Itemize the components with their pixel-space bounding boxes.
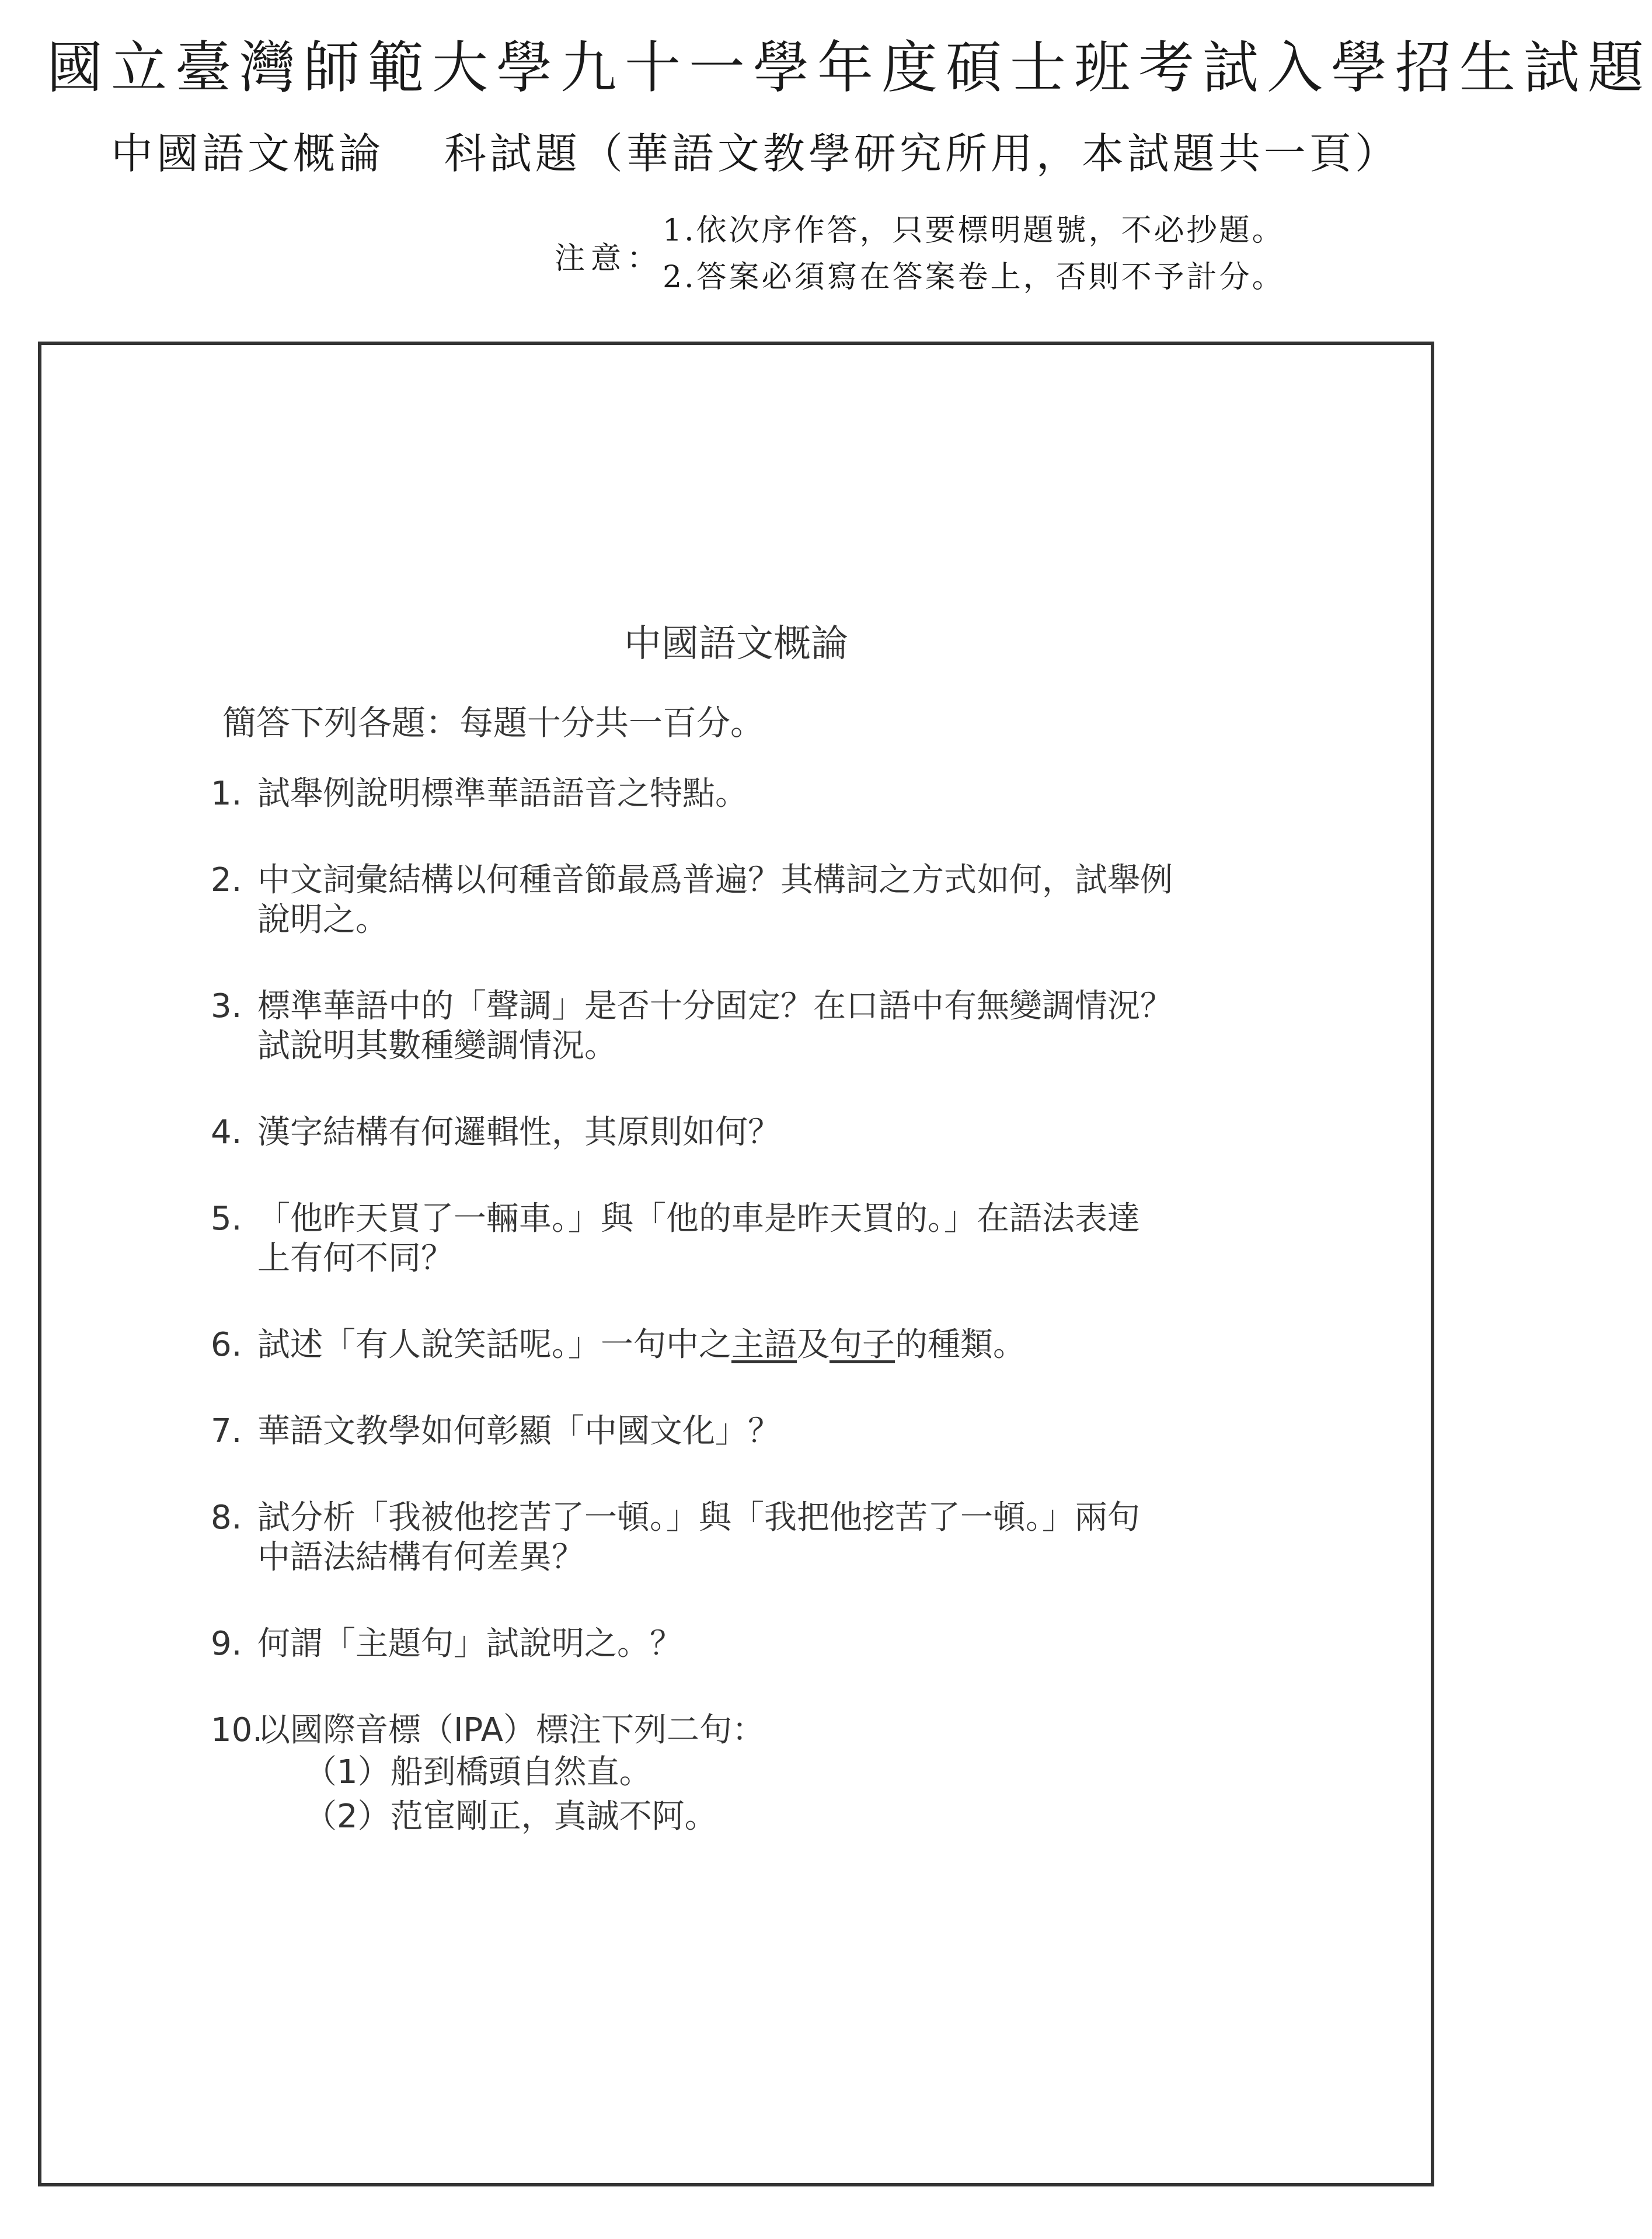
underlined-term: 主語 bbox=[731, 1326, 797, 1364]
subject-line bbox=[111, 120, 1400, 180]
question-text: 中語法結構有何差異？ bbox=[257, 1538, 584, 1576]
question-text: 以國際音標（IPA）標注下列二句： bbox=[257, 1711, 765, 1749]
question-number: 7. bbox=[211, 1412, 242, 1450]
question-6 bbox=[211, 1325, 1320, 1365]
question-1 bbox=[211, 774, 1320, 814]
notice-item: 2.答案必須寫在答案卷上，否則不予計分。 bbox=[663, 260, 1285, 295]
question-text-part: 試述「有人說笑話呢。」一句中之 bbox=[257, 1326, 731, 1364]
underlined-term: 句子 bbox=[830, 1326, 895, 1364]
question-4 bbox=[211, 1113, 1320, 1152]
question-text: 華語文教學如何彰顯「中國文化」？ bbox=[257, 1412, 780, 1450]
question-number: 3. bbox=[211, 987, 242, 1025]
question-number: 5. bbox=[211, 1200, 242, 1238]
question-text: 試說明其數種變調情況。 bbox=[257, 1027, 617, 1065]
question-text: 試舉例說明標準華語語音之特點。 bbox=[257, 775, 748, 813]
question-number: 1. bbox=[211, 775, 242, 813]
question-10 bbox=[211, 1711, 1320, 1839]
subject-name: 中國語文概論 bbox=[111, 129, 385, 178]
question-text: 漢字結構有何邏輯性，其原則如何？ bbox=[257, 1113, 780, 1151]
question-5 bbox=[211, 1199, 1320, 1279]
question-8 bbox=[211, 1498, 1320, 1578]
notice-item: 1.依次序作答，只要標明題號，不必抄題。 bbox=[663, 213, 1285, 248]
question-number: 10. bbox=[211, 1711, 263, 1749]
question-text: 上有何不同？ bbox=[257, 1239, 454, 1277]
question-number: 8. bbox=[211, 1499, 242, 1537]
question-9 bbox=[211, 1624, 1320, 1664]
notice-label: 注意： bbox=[555, 241, 664, 276]
question-2 bbox=[211, 861, 1320, 940]
exam-header-title: 國立臺灣師範大學九十一學年度碩士班考試入學招生試題 bbox=[47, 35, 1652, 100]
question-text: 標準華語中的「聲調」是否十分固定？在口語中有無變調情況？ bbox=[257, 987, 1173, 1025]
question-number: 6. bbox=[211, 1326, 242, 1364]
question-text: 何謂「主題句」試說明之。？ bbox=[257, 1625, 682, 1663]
subject-note: 科試題（華語文教學研究所用，本試題共一頁） bbox=[444, 129, 1400, 178]
sub-item: （1）船到橋頭自然直。 bbox=[304, 1753, 652, 1791]
exam-box bbox=[38, 342, 1434, 2186]
question-text: 「他昨天買了一輛車。」與「他的車是昨天買的。」在語法表達 bbox=[257, 1200, 1140, 1238]
question-list bbox=[211, 774, 1320, 1886]
notice-items bbox=[663, 207, 1285, 301]
question-text: 中文詞彙結構以何種音節最爲普遍？其構詞之方式如何，試舉例 bbox=[257, 861, 1173, 899]
question-number: 4. bbox=[211, 1113, 242, 1151]
exam-title: 中國語文概論 bbox=[624, 622, 848, 666]
question-3 bbox=[211, 987, 1320, 1066]
question-7 bbox=[211, 1412, 1320, 1451]
question-text bbox=[257, 1325, 1320, 1365]
question-number: 2. bbox=[211, 861, 242, 899]
question-text-part: 的種類。 bbox=[895, 1326, 1026, 1364]
question-number: 9. bbox=[211, 1625, 242, 1663]
question-text: 說明之。 bbox=[257, 901, 388, 939]
question-text: 試分析「我被他挖苦了一頓。」與「我把他挖苦了一頓。」兩句 bbox=[257, 1499, 1140, 1537]
question-text-part: 及 bbox=[797, 1326, 830, 1364]
exam-instructions: 簡答下列各題：每題十分共一百分。 bbox=[222, 703, 765, 743]
sub-item: （2）范宦剛正，真誠不阿。 bbox=[304, 1798, 717, 1836]
